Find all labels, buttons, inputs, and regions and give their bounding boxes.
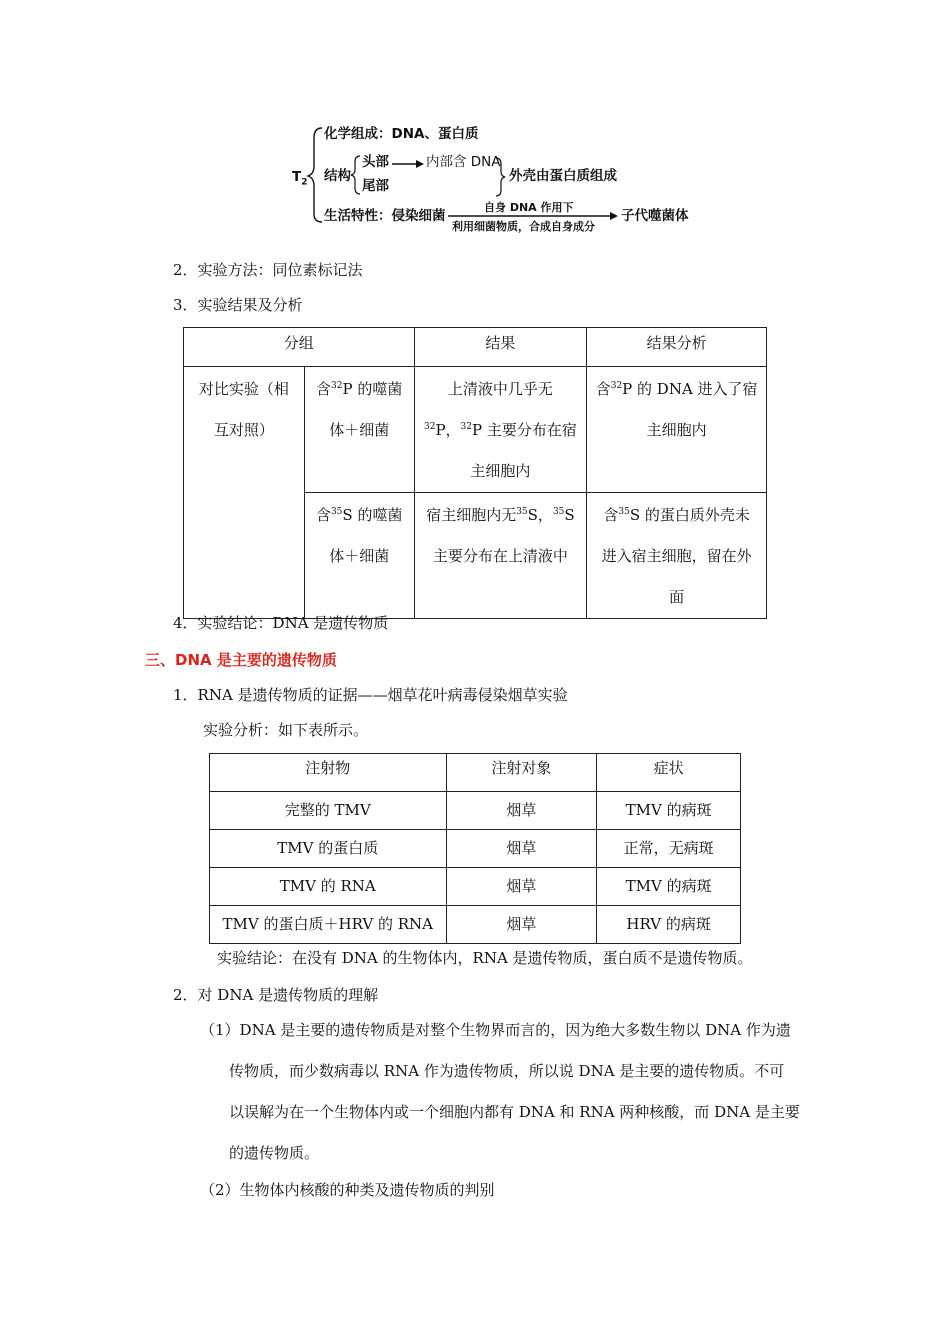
para-1-line-4: 的遗传物质。: [229, 1144, 320, 1162]
header-target: 注射对象: [446, 754, 597, 792]
cell-symptom: TMV 的病斑: [597, 868, 741, 906]
para-1-line-2: 传物质，而少数病毒以 RNA 作为遗传物质，所以说 DNA 是主要的遗传物质。不可: [229, 1062, 785, 1080]
cell-symptom: 正常，无病斑: [597, 830, 741, 868]
cell-target: 烟草: [446, 868, 597, 906]
item-2-method: 2．实验方法：同位素标记法: [173, 261, 363, 279]
cell-symptom: HRV 的病斑: [597, 906, 741, 944]
header-group: 分组: [184, 328, 415, 367]
table-header-row: [184, 328, 767, 367]
header-analysis: 结果分析: [587, 328, 767, 367]
diagram-structure-label: 结构: [324, 168, 351, 184]
item-4-conclusion: 4．实验结论：DNA 是遗传物质: [173, 614, 389, 632]
group-label-cell: 对比实验（相 互对照）: [184, 367, 305, 619]
s3-item-1: 1．RNA 是遗传物质的证据——烟草花叶病毒侵染烟草实验: [173, 686, 568, 704]
item-3-results-heading: 3．实验结果及分析: [173, 296, 303, 314]
diagram-root: $T_2$: [292, 169, 308, 188]
t2-phage-diagram: [288, 122, 708, 232]
cell-injected: TMV 的蛋白质＋HRV 的 RNA: [210, 906, 447, 944]
diagram-tail: 尾部: [362, 178, 389, 194]
s35-group-cell: 含$^{35}$S 的噬菌 体＋细菌: [304, 493, 414, 619]
cell-injected: TMV 的 RNA: [210, 868, 447, 906]
table-row: [210, 906, 741, 944]
s35-result-cell: 宿主细胞内无$^{35}$S，$^{35}$S 主要分布在上清液中: [414, 493, 587, 619]
s3-analysis-intro: 实验分析：如下表所示。: [203, 721, 369, 739]
table-row: [210, 868, 741, 906]
p32-group-cell: 含$^{32}$P 的噬菌 体＋细菌: [304, 367, 414, 493]
cell-injected: 完整的 TMV: [210, 792, 447, 830]
para-1-line-3: 以误解为在一个生物体内或一个细胞内都有 DNA 和 RNA 两种核酸，而 DNA 是主要: [229, 1103, 800, 1121]
p32-analysis-cell: 含$^{32}$P 的 DNA 进入了宿 主细胞内: [587, 367, 767, 493]
cell-target: 烟草: [446, 792, 597, 830]
s3-conclusion: 实验结论：在没有 DNA 的生物体内，RNA 是遗传物质，蛋白质不是遗传物质。: [217, 949, 753, 967]
para-1-line-1: （1）DNA 是主要的遗传物质是对整个生物界而言的，因为绝大多数生物以 DNA 作为遗: [200, 1021, 791, 1039]
s3-item-2: 2．对 DNA 是遗传物质的理解: [173, 986, 379, 1004]
section-3-heading: 三、DNA 是主要的遗传物质: [145, 651, 337, 669]
diagram-arrow-bottom-label: 利用细菌物质，合成自身成分: [452, 220, 595, 233]
cell-injected: TMV 的蛋白质: [210, 830, 447, 868]
diagram-arrow-top-label: 自身 DNA 作用下: [484, 201, 574, 214]
table-row: [184, 367, 767, 493]
cell-symptom: TMV 的病斑: [597, 792, 741, 830]
results-table: [183, 327, 767, 619]
header-injected: 注射物: [210, 754, 447, 792]
para-2: （2）生物体内核酸的种类及遗传物质的判别: [200, 1181, 495, 1199]
cell-target: 烟草: [446, 906, 597, 944]
diagram-result: 子代噬菌体: [621, 208, 689, 224]
diagram-shell: 外壳由蛋白质组成: [509, 168, 617, 184]
table-row: [210, 830, 741, 868]
header-result: 结果: [414, 328, 587, 367]
s35-analysis-cell: 含$^{35}$S 的蛋白质外壳未 进入宿主细胞，留在外 面: [587, 493, 767, 619]
table-header-row: [210, 754, 741, 792]
diagram-head-inner: 内部含 DNA: [426, 154, 501, 170]
diagram-head: 头部: [362, 154, 389, 170]
table-row: [210, 792, 741, 830]
header-symptom: 症状: [597, 754, 741, 792]
diagram-life-trait: 生活特性：侵染细菌: [324, 208, 446, 224]
tmv-table: [209, 753, 741, 944]
cell-target: 烟草: [446, 830, 597, 868]
diagram-chem-composition: 化学组成：DNA、蛋白质: [324, 126, 479, 142]
p32-result-cell: 上清液中几乎无 $^{32}$P，$^{32}$P 主要分布在宿 主细胞内: [414, 367, 587, 493]
